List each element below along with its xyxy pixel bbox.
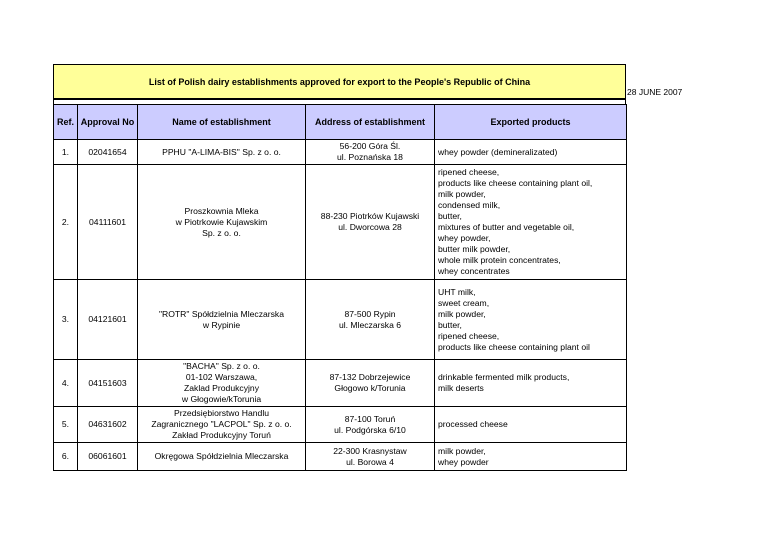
cell-ref: 4. — [54, 360, 78, 407]
header-approval-no: Approval No — [78, 105, 138, 140]
cell-products: whey powder (demineralizated) — [435, 140, 627, 165]
cell-approval: 04111601 — [78, 165, 138, 280]
cell-address: 87-100 Toruń ul. Podgórska 6/10 — [306, 407, 435, 443]
cell-name: Przedsiębiorstwo Handlu Zagranicznego "LACPOL" Sp. z o. o. Zakład Produkcyjny Toruń — [138, 407, 306, 443]
establishments-table — [53, 104, 627, 471]
header-ref: Ref. — [54, 105, 78, 140]
cell-products: UHT milk, sweet cream, milk powder, butter, ripened cheese, products like cheese containing plant oil — [435, 280, 627, 360]
cell-products: processed cheese — [435, 407, 627, 443]
table-row — [54, 165, 627, 280]
table-row — [54, 443, 627, 471]
cell-ref: 2. — [54, 165, 78, 280]
cell-products: drinkable fermented milk products, milk deserts — [435, 360, 627, 407]
table-row — [54, 280, 627, 360]
cell-approval: 04631602 — [78, 407, 138, 443]
document-title: List of Polish dairy establishments approved for export to the People's Republic of China — [53, 64, 626, 99]
table-row — [54, 360, 627, 407]
header-address: Address of establishment — [306, 105, 435, 140]
cell-address: 56-200 Góra Śl. ul. Poznańska 18 — [306, 140, 435, 165]
table-row — [54, 140, 627, 165]
cell-name: Proszkownia Mleka w Piotrkowie Kujawskim Sp. z o. o. — [138, 165, 306, 280]
cell-approval: 04151603 — [78, 360, 138, 407]
document-date: 28 JUNE 2007 — [627, 87, 683, 97]
cell-approval: 06061601 — [78, 443, 138, 471]
cell-approval: 04121601 — [78, 280, 138, 360]
header-name: Name of establishment — [138, 105, 306, 140]
cell-name: PPHU "A-LIMA-BIS" Sp. z o. o. — [138, 140, 306, 165]
table-row — [54, 407, 627, 443]
document-sheet — [53, 64, 626, 471]
cell-ref: 5. — [54, 407, 78, 443]
cell-address: 87-132 Dobrzejewice Głogowo k/Torunia — [306, 360, 435, 407]
cell-ref: 3. — [54, 280, 78, 360]
cell-address: 88-230 Piotrków Kujawski ul. Dworcowa 28 — [306, 165, 435, 280]
cell-address: 87-500 Rypin ul. Mleczarska 6 — [306, 280, 435, 360]
table-header-row — [54, 105, 627, 140]
header-products: Exported products — [435, 105, 627, 140]
cell-name: Okręgowa Spółdzielnia Mleczarska — [138, 443, 306, 471]
cell-approval: 02041654 — [78, 140, 138, 165]
cell-address: 22-300 Krasnystaw ul. Borowa 4 — [306, 443, 435, 471]
cell-products: ripened cheese, products like cheese containing plant oil, milk powder, condensed milk, butter, mixtures of butter and vegetable oil, whey powder, butter milk powder, whole milk protein concentrates, whey concentrates — [435, 165, 627, 280]
cell-name: "ROTR" Spółdzielnia Mleczarska w Rypinie — [138, 280, 306, 360]
cell-ref: 6. — [54, 443, 78, 471]
cell-ref: 1. — [54, 140, 78, 165]
cell-name: "BACHA" Sp. z o. o. 01-102 Warszawa, Zaklad Produkcyjny w Głogowie/kTorunia — [138, 360, 306, 407]
cell-products: milk powder, whey powder — [435, 443, 627, 471]
